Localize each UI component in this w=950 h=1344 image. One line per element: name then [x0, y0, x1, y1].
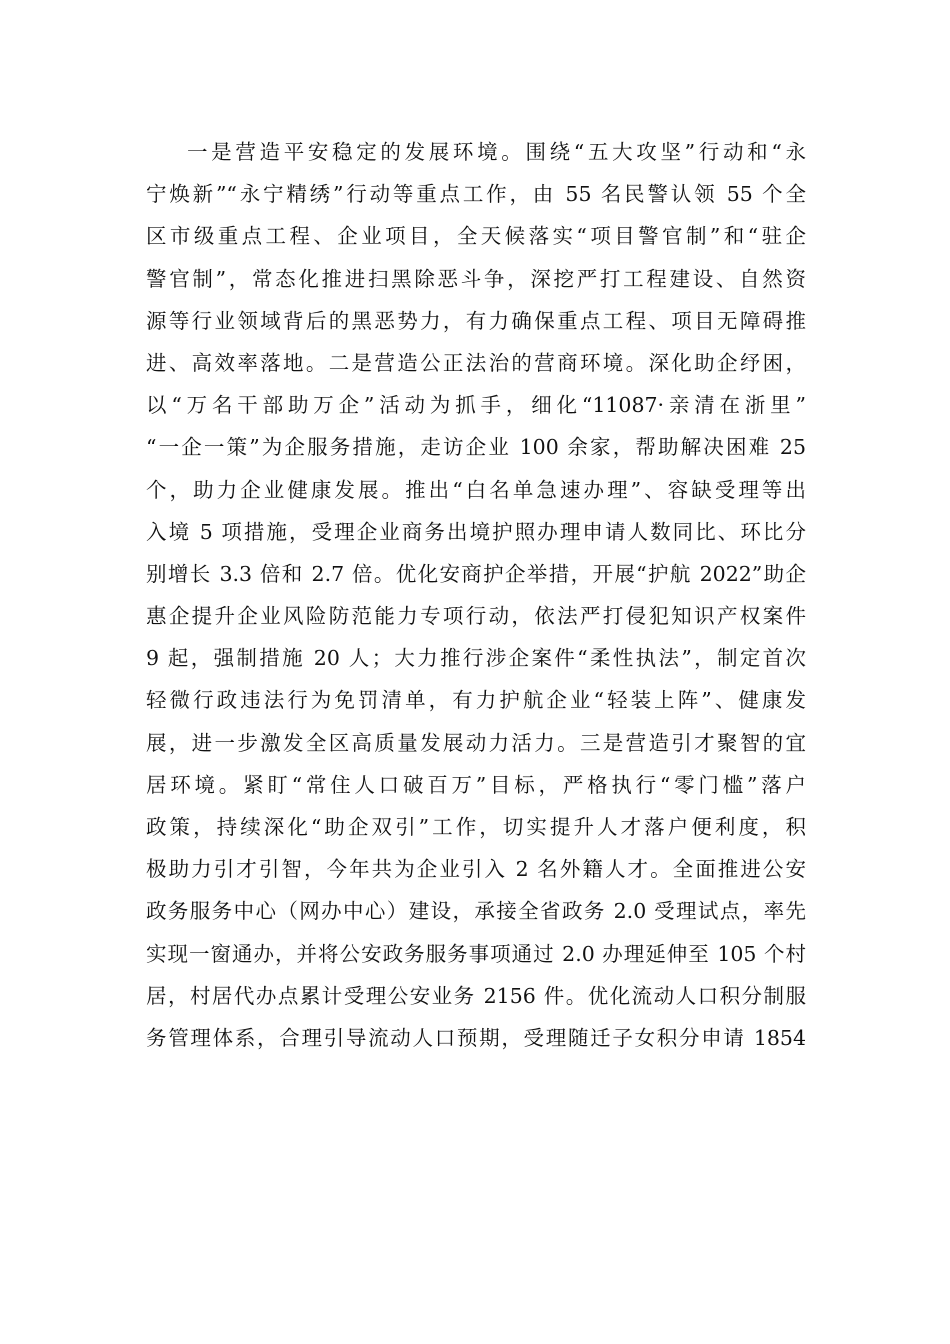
- text-line: 以“万名干部助万企”活动为抓手，细化“11087·亲清在浙里”: [146, 393, 806, 418]
- text-line: 展，进一步激发全区高质量发展动力活力。三是营造引才聚智的宜: [146, 730, 806, 755]
- text-line: 区市级重点工程、企业项目，全天候落实“项目警官制”和“驻企: [146, 224, 806, 249]
- body-paragraph: [146, 131, 806, 1059]
- text-line: 政务服务中心（网办中心）建设，承接全省政务 2.0 受理试点，率先: [146, 899, 806, 924]
- text-line: 入境 5 项措施，受理企业商务出境护照办理申请人数同比、环比分: [146, 519, 806, 544]
- text-line: 源等行业领域背后的黑恶势力，有力确保重点工程、项目无障碍推: [146, 308, 806, 333]
- text-line: 实现一窗通办，并将公安政务服务事项通过 2.0 办理延伸至 105 个村: [146, 941, 806, 966]
- text-line: 9 起，强制措施 20 人；大力推行涉企案件“柔性执法”，制定首次: [146, 646, 806, 671]
- text-line: 务管理体系，合理引导流动人口预期，受理随迁子女积分申请 1854: [146, 1025, 806, 1050]
- text-line: 进、高效率落地。二是营造公正法治的营商环境。深化助企纾困，: [146, 350, 806, 375]
- text-line: 别增长 3.3 倍和 2.7 倍。优化安商护企举措，开展“护航 2022”助企: [146, 561, 806, 586]
- text-line: 居，村居代办点累计受理公安业务 2156 件。优化流动人口积分制服: [146, 983, 806, 1008]
- text-line: 惠企提升企业风险防范能力专项行动，依法严打侵犯知识产权案件: [146, 604, 806, 629]
- text-line: 极助力引才引智，今年共为企业引入 2 名外籍人才。全面推进公安: [146, 857, 806, 882]
- text-line: 宁焕新”“永宁精绣”行动等重点工作，由 55 名民警认领 55 个全: [146, 182, 806, 207]
- text-line: 居环境。紧盯“常住人口破百万”目标，严格执行“零门槛”落户: [146, 772, 806, 797]
- text-line: 政策，持续深化“助企双引”工作，切实提升人才落户便利度，积: [146, 815, 806, 839]
- text-line: “一企一策”为企服务措施，走访企业 100 余家，帮助解决困难 25: [146, 435, 806, 460]
- text-line: 轻微行政违法行为免罚清单，有力护航企业“轻装上阵”、健康发: [146, 688, 806, 713]
- text-line: 一是营造平安稳定的发展环境。围绕“五大攻坚”行动和“永: [187, 140, 806, 164]
- text-line: 警官制”，常态化推进扫黑除恶斗争，深挖严打工程建设、自然资: [146, 266, 806, 291]
- text-line: 个，助力企业健康发展。推出“白名单急速办理”、容缺受理等出: [146, 477, 806, 502]
